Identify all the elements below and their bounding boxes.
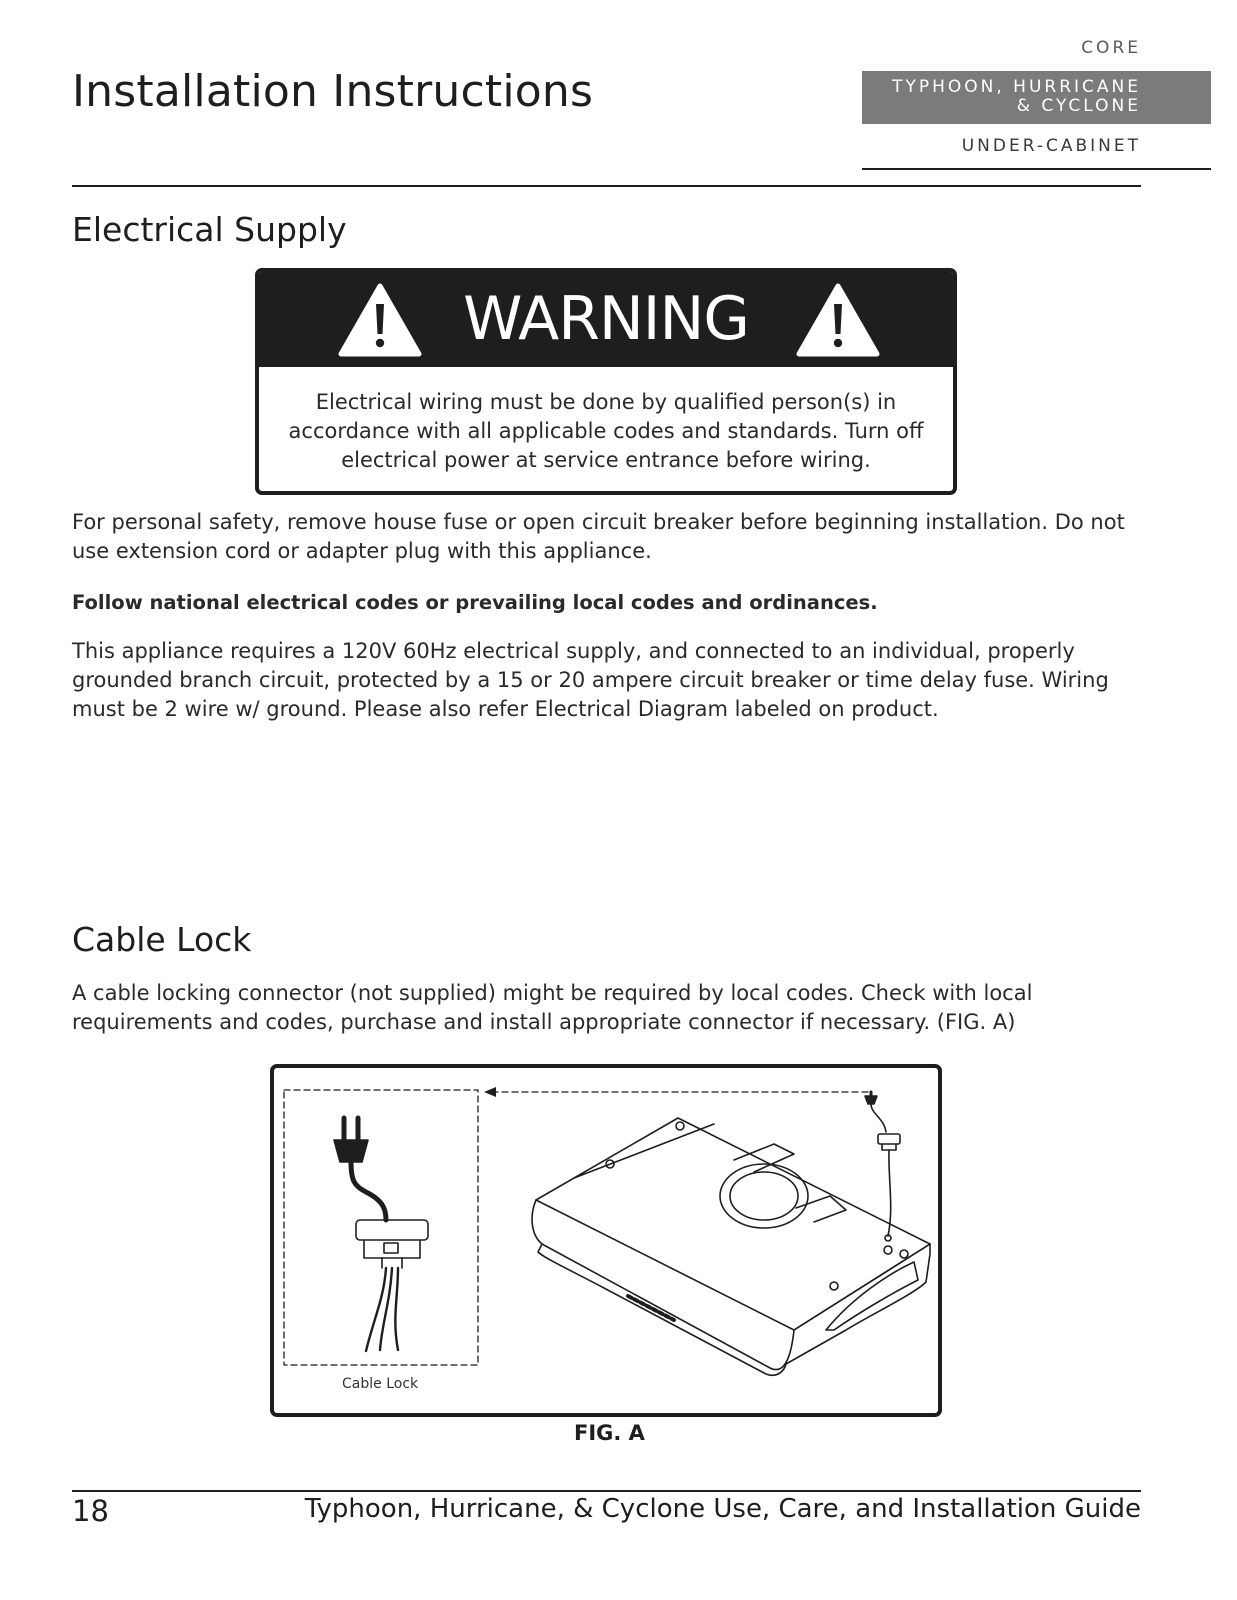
warning-triangle-icon [795, 282, 881, 358]
safety-paragraph: For personal safety, remove house fuse or open circuit breaker before beginning installation. Do not use extension cord or adapter plug with this appliance. [72, 510, 1125, 563]
supply-requirements-paragraph: This appliance requires a 120V 60Hz electrical supply, and connected to an individual, properly grounded branch circuit, protected by a 15 or 20 ampere circuit breaker or time delay fuse. Wiring must be 2 wire w/ ground. Please also refer Electrical Diagram labeled on product. [72, 639, 1109, 721]
codes-note: Follow national electrical codes or prevailing local codes and ordinances. [72, 591, 878, 614]
warning-title: WARNING [463, 284, 749, 354]
mount-type-label: UNDER-CABINET [961, 136, 1141, 156]
warning-message-line: electrical power at service entrance before wiring. [341, 448, 871, 472]
cable-lock-heading: Cable Lock [72, 920, 252, 959]
model-names-box [862, 71, 1211, 124]
warning-box [255, 268, 957, 495]
warning-message-line: Electrical wiring must be done by qualified person(s) in [315, 390, 897, 414]
figure-a-frame [270, 1064, 942, 1417]
page-title: Installation Instructions [72, 66, 594, 117]
warning-banner [259, 272, 953, 367]
header-divider [72, 185, 1141, 187]
plug-icon [334, 1118, 386, 1220]
mount-type-rule [862, 168, 1211, 170]
electrical-supply-heading: Electrical Supply [72, 210, 347, 249]
range-hood-cable-illustration [274, 1068, 938, 1413]
footer-divider [72, 1490, 1141, 1492]
brand-label: CORE [1081, 38, 1141, 58]
cable-lock-callout: Cable Lock [342, 1376, 419, 1392]
warning-message-line: accordance with all applicable codes and standards. Turn off [288, 419, 924, 443]
warning-message [279, 388, 933, 475]
guide-title: Typhoon, Hurricane, & Cyclone Use, Care, and Installation Guide [304, 1494, 1141, 1524]
cable-lock-paragraph: A cable locking connector (not supplied) might be required by local codes. Check with local requirements and codes, purchase and install appropriate connector if necessary. (FIG. A) [72, 981, 1033, 1034]
model-names-line2: & CYCLONE [1016, 96, 1141, 116]
figure-label: FIG. A [574, 1421, 645, 1445]
model-names-line1: TYPHOON, HURRICANE [892, 77, 1141, 97]
page-number: 18 [72, 1494, 109, 1528]
